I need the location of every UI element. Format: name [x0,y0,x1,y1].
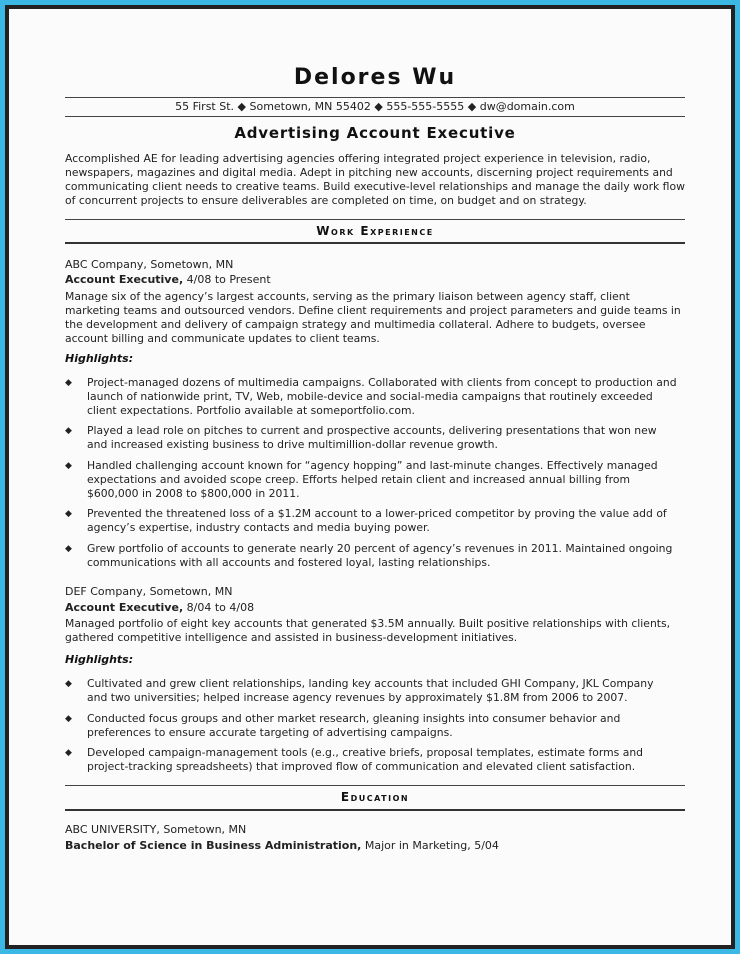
divider [65,809,685,811]
job-company: DEF Company, Sometown, MN [65,585,233,598]
divider [65,97,685,98]
highlight-text: Handled challenging account known for “agency hopping” and last-minute changes. Effectively managed expectations and avoided scope creep. Efforts helped retain client and increased annual billing from $600,000 in 2008 to $800,000 in 2011. [87,459,658,500]
bullet-diamond-icon: ◆ [65,461,72,471]
candidate-name: Delores Wu [293,65,457,90]
job-title: Account Executive, [65,273,184,286]
highlight-text: Grew portfolio of accounts to generate nearly 20 percent of agency’s revenues in 2011. Maintained ongoing communications with all accounts and fostered loyal, lasting relationships. [87,542,673,569]
job-role [65,273,271,286]
highlights-label: Highlights: [65,352,134,365]
highlight-text: Developed campaign-management tools (e.g., creative briefs, proposal templates, estimate forms and project-tracking spreadsheets) that improved flow of communication and elevated client satisfaction. [87,746,644,773]
divider [65,116,685,117]
bullet-diamond-icon: ◆ [65,714,72,724]
resume-page [9,9,731,945]
bullet-diamond-icon: ◆ [65,544,72,554]
contact-line: 55 First St. ◆ Sometown, MN 55402 ◆ 555-555-5555 ◆ dw@domain.com [175,100,575,113]
school-name: ABC UNIVERSITY, Sometown, MN [65,823,247,836]
job-headline: Advertising Account Executive [234,124,516,142]
job-description: Managed portfolio of eight key accounts that generated $3.5M annually. Built positive relationships with clients, gathered competitive intelligence and assisted in business-development initiatives. [65,617,671,644]
highlight-text: Prevented the threatened loss of a $1.2M account to a lower-priced competitor by proving the value add of agency’s expertise, industry contacts and media buying power. [87,507,667,534]
highlight-text: Cultivated and grew client relationships, landing key accounts that included GHI Company, JKL Company and two universities; helped increase agency revenues by approximately $1.8M from 2006 to 2007. [87,677,654,704]
bullet-diamond-icon: ◆ [65,426,72,436]
section-title-work: Work Experience [316,224,434,238]
degree-title: Bachelor of Science in Business Administration, [65,839,362,852]
bullet-diamond-icon: ◆ [65,509,72,519]
highlight-text: Conducted focus groups and other market research, gleaning insights into consumer behavior and preferences to ensure accurate targeting of advertising campaigns. [87,712,621,739]
divider [65,242,685,244]
job-title: Account Executive, [65,601,184,614]
section-title-education: Education [340,790,410,804]
bullet-diamond-icon: ◆ [65,748,72,758]
highlight-text: Played a lead role on pitches to current and prospective accounts, delivering presentations that won new and increased existing business to drive multimillion-dollar revenue growth. [87,424,657,451]
job-dates: 8/04 to 4/08 [183,601,255,614]
job-dates: 4/08 to Present [183,273,271,286]
highlight-text: Project-managed dozens of multimedia campaigns. Collaborated with clients from concept to production and launch of nationwide print, TV, Web, mobile-device and social-media campaigns that routinely exceeded client expectations. Portfolio available at someportfolio.com. [87,376,677,417]
job-role [65,601,254,614]
job-description: Manage six of the agency’s largest accounts, serving as the primary liaison between agency staff, client marketing teams and outsourced vendors. Define client requirements and project parameters and guide teams in the development and delivery of campaign strategy and multimedia collateral. Adhere to budgets, oversee account billing and communicate updates to client teams. [65,290,681,345]
job-company: ABC Company, Sometown, MN [65,258,234,271]
divider [65,785,685,786]
summary-paragraph: Accomplished AE for leading advertising agencies offering integrated project experience in television, radio, newspapers, magazines and digital media. Adept in pitching new accounts, discerning project requirements and communicating client needs to creative teams. Build executive-level relationships and manage the daily work flow of concurrent projects to ensure deliverables are completed on time, on budget and on strategy. [65,152,685,207]
highlights-label: Highlights: [65,653,134,666]
degree-detail: Major in Marketing, 5/04 [361,839,499,852]
degree-line [65,839,499,852]
divider [65,219,685,220]
bullet-diamond-icon: ◆ [65,679,72,689]
bullet-diamond-icon: ◆ [65,378,72,388]
